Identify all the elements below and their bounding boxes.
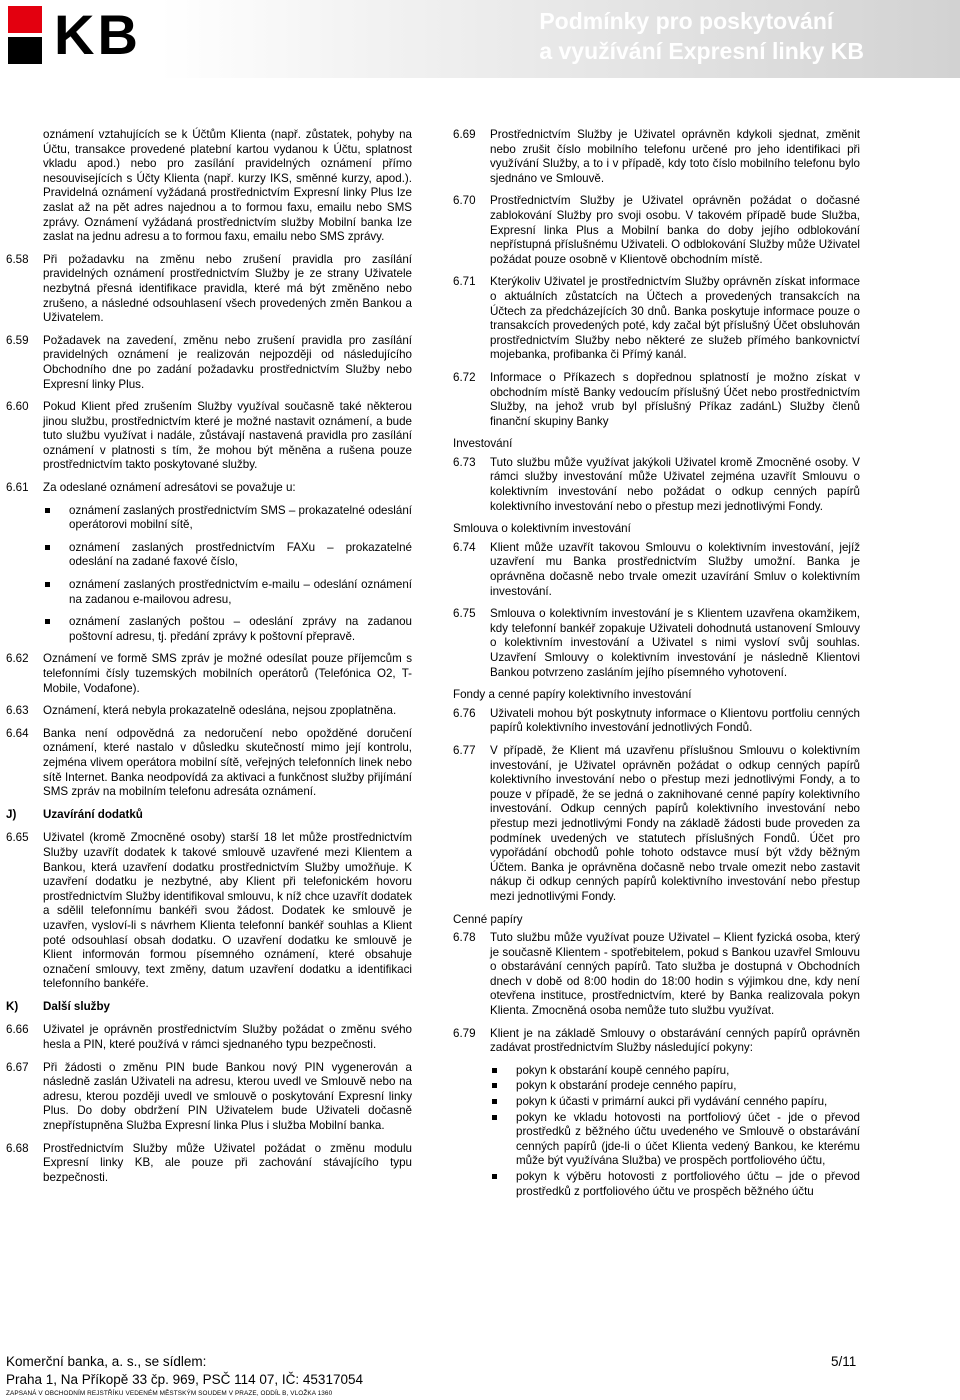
footer-company: Komerční banka, a. s., se sídlem:	[6, 1354, 207, 1369]
list-item: oznámení zaslaných prostřednictvím e-mailu – odeslání oznámení na zadanou e-mailovou adresu,	[43, 578, 412, 607]
section-title: Další služby	[43, 999, 111, 1013]
clause-text: Informace o Příkazech s dopřednou splatností je možno získat v obchodním místě Banky vedoucím příslušný Účet nebo prostřednictvím Služby, na jehož vrub byl příslušný Příkaz zadánL) Služby členů finanční skupiny Banky	[490, 370, 860, 428]
clause-text: V případě, že Klient má uzavřenu příslušnou Smlouvu o kolektivním investování, je Uživatel oprávněn požádat o odkup cenných papírů kolektivního investování nebo o přestup mezi jednotlivými Fondy, a to pouze v případě, že se jedná o zaknihované cenné papíry kolektivního investování. Odkup cenných papírů kolektivního investování nebo přestup mezi jednotlivými Fondy na základě žádosti bude proveden za podmínek uvedených ve statutech příslušných Fondů. Účet pro vypořádání obchodů pohle tohoto odstavce musí být vždy běžným Účtem. Banka je oprávněna dočasně nebo trvale omezit nebo zastavit nákup či odkup cenných papírů kolektivního investování nebo přestup mezi jednotlivými Fondy.	[490, 743, 860, 903]
logo-text: KB	[54, 3, 141, 66]
clause-number: 6.60	[6, 400, 29, 414]
clause-text: Oznámení, která nebyla prokazatelně odeslána, nejsou zpoplatněna.	[43, 704, 397, 718]
clause-6-77	[453, 744, 860, 905]
clause-number: 6.63	[6, 704, 29, 718]
clause-text: Klient může uzavřít takovou Smlouvu o kolektivním investování, jejíž uzavření mu Banka prostřednictvím Služby umožní. Banka je oprávněna dočasně nebo trvale omezit uzavírání Smluv o kolektivním investování.	[490, 540, 860, 598]
section-letter: J)	[6, 807, 17, 821]
list-item: oznámení zaslaných prostřednictvím FAXu – prokazatelné odeslání na zadané faxové číslo,	[43, 541, 412, 570]
clause-number: 6.76	[453, 706, 476, 720]
list-item: pokyn k výběru hotovosti z portfoliového účtu – jde o převod prostředků z portfoliového účtu ve prospěch běžného účtu	[490, 1170, 860, 1199]
clause-text: Tuto službu může využívat jakýkoli Uživatel kromě Zmocněné osoby. V rámci služby investování může Uživatel zejména uzavřít Smlouvu o kolektivním investování nebo požádat o odkup cenných papírů kolektivního investování nebo o přestup mezi jednotlivými Fondy.	[490, 455, 860, 513]
bullet-list-6-61	[43, 504, 412, 645]
clause-6-76	[453, 707, 860, 736]
clause-6-73	[453, 456, 860, 514]
clause-6-78	[453, 931, 860, 1019]
clause-number: 6.78	[453, 931, 476, 945]
section-heading-k	[6, 1000, 412, 1015]
list-item: oznámení zaslaných poštou – odeslání zprávy na zadanou poštovní adresu, tj. předání zprávy k poštovní přepravě.	[43, 615, 412, 644]
subheading-fondy: Fondy a cenné papíry kolektivního investování	[453, 688, 692, 702]
clause-number: 6.75	[453, 607, 476, 621]
clause-text: Tuto službu může využívat pouze Uživatel – Klient fyzická osoba, který je současně Klientem - spotřebitelem, pokud s Bankou uzavřel Smlouvu o obstarávání cenných papírů. Tato služba je dostupná v Obchodních dnech v době od 8:00 hodin do 18:00 hodin s výjimkou dne, kdy není otevřena instituce, prostřednictvím, které by Banka realizovala pokyn Klienta. Zmocněná osoba nemůže tuto službu využívat.	[490, 931, 860, 1018]
clause-6-68	[6, 1142, 412, 1186]
list-item: pokyn k obstarání prodeje cenného papíru,	[490, 1079, 860, 1094]
clause-6-59	[6, 334, 412, 392]
subheading-smlouva: Smlouva o kolektivním investování	[453, 522, 631, 536]
clause-number: 6.59	[6, 333, 29, 347]
clause-text: Prostřednictvím Služby je Uživatel oprávněn kdykoli sjednat, změnit nebo zrušit číslo mobilního telefonu určené pro jeho identifikaci při využívání Služby, a to i v případě, kdy toto číslo mobilního telefonu bylo sjednáno ve Smlouvě.	[490, 128, 860, 185]
document-title-line-1: Podmínky pro poskytování	[539, 8, 834, 34]
clause-text: Smlouva o kolektivním investování je s Klientem uzavřena okamžikem, kdy telefonní bankéř zopakuje Uživateli dohodnutá ustanovení Smlouvy o kolektivním investování a Uživatel s nimi vysloví svůj souhlas. Uzavření Smlouvy o kolektivním investování je následně Klientovi Bankou potvrzeno zasláním jejího písemného vyhotovení.	[490, 607, 860, 679]
subheading-investovani: Investování	[453, 437, 513, 451]
clause-number: 6.74	[453, 540, 476, 554]
clause-text: Pokud Klient před zrušením Služby využíval současně také některou jinou službu, prostřednictvím které je možné nastavit oznámení, a bude tuto službu využívat i nadále, zůstávají nastavená pravidla pro zasílání oznámení v platnosti s tím, že mohou být měněna a rušena pouze prostřednictvím takto poskytované služby.	[43, 400, 412, 472]
left-column	[6, 128, 412, 1193]
clause-6-64	[6, 727, 412, 800]
clause-text: Při požadavku na změnu nebo zrušení pravidla pro zasílání pravidelných oznámení prostřednictvím Služby je ze strany Uživatele nezbytná přesná identifikace pravidla, které má být změněno nebo zrušeno, a následné odsouhlasení všech provedených změn Bankou a Uživatelem.	[43, 252, 412, 325]
list-item: oznámení zaslaných prostřednictvím SMS – prokazatelné odeslání operátorovi mobilní sítě,	[43, 504, 412, 533]
clause-number: 6.66	[6, 1023, 29, 1037]
clause-6-66	[6, 1023, 412, 1052]
clause-text: Za odeslané oznámení adresátovi se považuje u:	[43, 481, 296, 495]
clause-6-58	[6, 253, 412, 326]
clause-number: 6.64	[6, 726, 29, 740]
clause-text: Oznámení ve formě SMS zpráv je možné odesílat pouze příjemcům s telefonními čísly tuzemských mobilních operátorů (Telefónica O2, T-Mobile, Vodafone).	[43, 652, 412, 695]
clause-6-70	[453, 194, 860, 267]
clause-text: Uživatel (kromě Zmocněné osoby) starší 18 let může prostřednictvím Služby uzavřít dodatek k takové smlouvě uzavřené mezi Klientem a Bankou, která uzavření dodatku prostřednictvím Služby umožňuje. K uzavření dodatku je nezbytné, aby Klient při telefonickém hovoru prostřednictvím Služby identifikoval smlouvu, k níž chce uzavřít dodatek a sdělil telefonnímu bankéři svou žádost. Dodatek ke smlouvě je uzavřen, vysloví-li s návrhem Klienta telefonní bankéř souhlas a Klient poté odsouhlasí obsah dodatku. O uzavření dodatku ke smlouvě je Klient informován formou písemného oznámení, které obsahuje označení smlouvy, text změny, datum uzavření dodatku a identifikaci telefonního bankéře.	[43, 831, 412, 991]
clause-6-63	[6, 704, 412, 719]
clause-6-79	[453, 1027, 860, 1056]
list-item: pokyn ke vkladu hotovosti na portfoliový účet - jde o převod prostředků z běžného účtu uvedeného ve Smlouvě o obstarávání cenných papírů (jde-li o účet Klienta vedený Bankou, ke kterému může být využívána Služba) ve prospěch portfoliového účtu,	[490, 1111, 860, 1169]
list-item: pokyn k obstarání koupě cenného papíru,	[490, 1064, 860, 1079]
clause-text: Prostřednictvím Služby může Uživatel požádat o změnu modulu Expresní linky KB, ale pouze při zachování stávajícího typu bezpečnosti.	[43, 1141, 412, 1184]
section-letter: K)	[6, 999, 19, 1013]
clause-6-74	[453, 541, 860, 599]
clause-number: 6.70	[453, 194, 476, 208]
clause-number: 6.67	[6, 1060, 29, 1074]
clause-text: Požadavek na zavedení, změnu nebo zrušení pravidla pro zasílání pravidelných oznámení je realizován nejpozději od následujícího Obchodního dne po zadání požadavku prostřednictvím Služby nebo Expresní linky Plus.	[43, 333, 412, 391]
clause-6-75	[453, 607, 860, 680]
clause-6-60	[6, 400, 412, 473]
clause-number: 6.68	[6, 1141, 29, 1155]
clause-text: Klient je na základě Smlouvy o obstarávání cenných papírů oprávněn zadávat prostřednictvím Služby následující pokyny:	[490, 1026, 860, 1055]
clause-number: 6.62	[6, 652, 29, 666]
list-item: pokyn k účasti v primární aukci při vydávání cenného papíru,	[490, 1095, 860, 1110]
clause-number: 6.61	[6, 481, 29, 495]
bullet-list-6-79	[490, 1064, 860, 1199]
logo-black-square	[8, 37, 42, 64]
clause-6-72	[453, 371, 860, 429]
clause-text: Banka není odpovědná za nedoručení nebo opožděné doručení oznámení, které nastalo v důsledku skutečností mimo její kontrolu, zejména vlivem operátora mobilní sítě, veřejných telefonních linek nebo sítě Internet. Banka neodpovídá za aktivaci a funkčnost služby přijímání SMS zpráv na mobilním telefonu adresáta oznámení.	[43, 726, 412, 799]
clause-number: 6.71	[453, 275, 476, 289]
document-title-line-2: a využívání Expresní linky KB	[539, 38, 864, 64]
clause-6-61	[6, 481, 412, 496]
clause-number: 6.69	[453, 128, 476, 141]
subheading-cenne-papiry: Cenné papíry	[453, 912, 523, 926]
paragraph-continuation: oznámení vztahujících se k Účtům Klienta (např. zůstatek, pohyby na Účtu, transakce provedené platební kartou vydanou k Účtu, splatnost vkladu apod.) nebo pro zasílání pravidelných oznámení přímo nesouvisejících s Účty Klienta (např. kurzy IKS, směnné kurzy, apod.). Pravidelná oznámení vyžádaná prostřednictvím Expresní linky Plus lze zaslat až na pět adres najednou a to formou faxu, emailu nebo SMS zprávy. Oznámení vyžádaná prostřednictvím služby Mobilní banka lze zaslat na jednu adresu a to formou faxu, emailu nebo SMS zprávy.	[43, 128, 412, 244]
page-header	[0, 0, 960, 78]
clause-6-69	[453, 128, 860, 186]
clause-text: Prostřednictvím Služby je Uživatel oprávněn požádat o dočasné zablokování Služby pro svoji osobu. V takovém případě bude Služba, Expresní linka Plus a Mobilní banka do doby jejího odblokování nepřístupná příslušnému Uživateli. O odblokování Služby může Uživatel požádat pouze osobně v Klientově obchodním místě.	[490, 194, 860, 266]
section-heading-j	[6, 808, 412, 823]
clause-6-71	[453, 275, 860, 363]
footer-registry: ZAPSANÁ V OBCHODNÍM REJSTŘÍKU VEDENÉM MĚSTSKÝM SOUDEM V PRAZE, ODDÍL B, VLOŽKA 1360	[6, 1390, 333, 1397]
clause-number: 6.65	[6, 831, 29, 845]
section-title: Uzavírání dodatků	[43, 807, 143, 821]
clause-number: 6.79	[453, 1026, 476, 1040]
right-column	[453, 128, 860, 1207]
clause-number: 6.72	[453, 370, 476, 384]
clause-number: 6.73	[453, 455, 476, 469]
logo-red-square	[8, 6, 42, 33]
clause-text: Kterýkoliv Uživatel je prostřednictvím Služby oprávněn získat informace o aktuálních zůstatcích na Účtech a provedených transakcích na Účtech za předcházejících 30 dnů. Banka poskytuje informace pouze o transakcích provedených poté, kdy začal být příslušný Účet obsluhován prostřednictvím Služby nebo některé ze služeb přímého bankovnictví mojebanka, profibanka či Přímý kanál.	[490, 275, 860, 362]
clause-6-62	[6, 652, 412, 696]
clause-number: 6.58	[6, 252, 29, 266]
clause-number: 6.77	[453, 743, 476, 757]
clause-text: Při žádosti o změnu PIN bude Bankou nový PIN vygenerován a následně zaslán Uživateli na adresu, kterou uvedl ve Smlouvě nebo na adresu, kterou později uvedl ve smlouvě o poskytování Expresní linky Plus. Do doby obdržení PIN Uživatelem bude Uživateli dočasně znepřístupněna Služba Expresní linka Plus i služba Mobilní banka.	[43, 1060, 412, 1133]
document-title	[539, 6, 864, 66]
page-number: 5/11	[831, 1354, 857, 1369]
clause-text: Uživatel je oprávněn prostřednictvím Služby požádat o změnu svého hesla a PIN, které používá v rámci sjednaného typu bezpečnosti.	[43, 1023, 412, 1052]
kb-logo	[8, 3, 183, 72]
footer-address: Praha 1, Na Příkopě 33 čp. 969, PSČ 114 07, IČ: 45317054	[6, 1372, 363, 1387]
clause-6-65	[6, 831, 412, 992]
clause-6-67	[6, 1061, 412, 1134]
clause-text: Uživateli mohou být poskytnuty informace o Klientovu portfoliu cenných papírů kolektivního investování jednotlivých Fondů.	[490, 706, 860, 735]
